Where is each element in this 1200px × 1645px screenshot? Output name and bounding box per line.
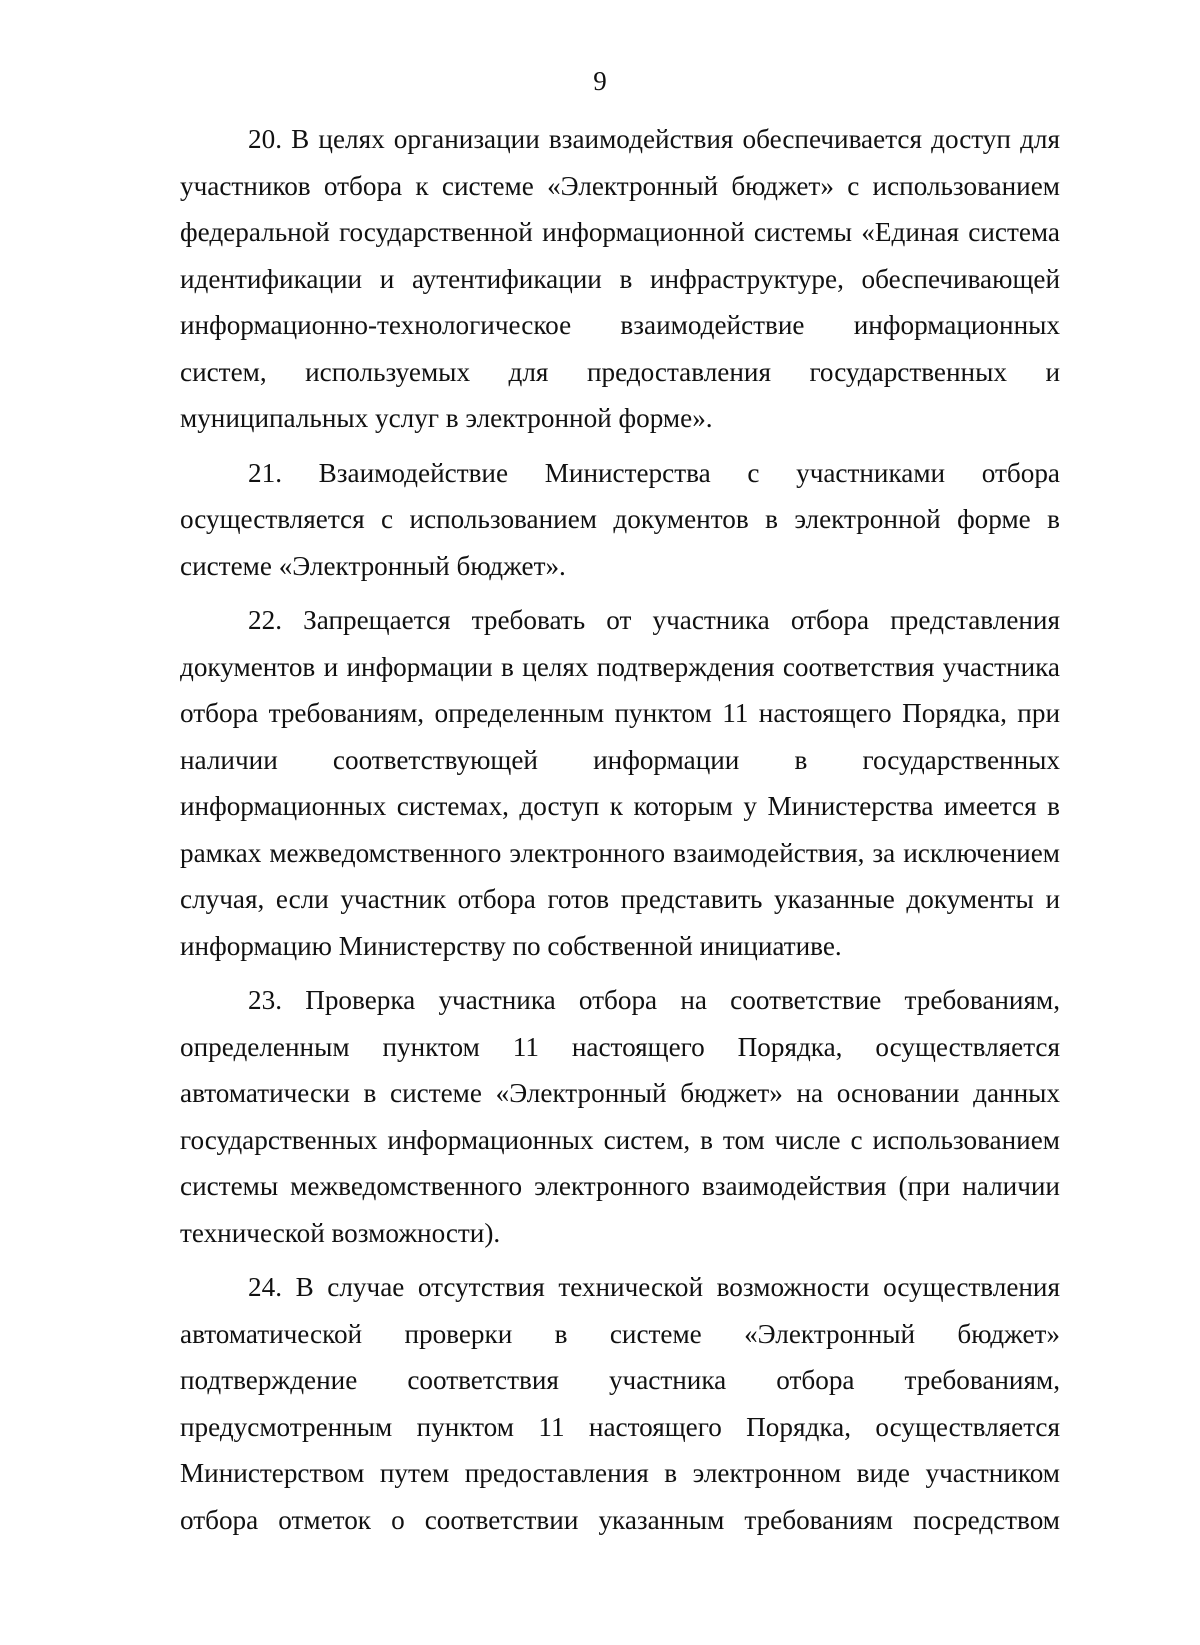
paragraph-21: 21. Взаимодействие Министерства с участниками отбора осуществляется с использованием документов в электронной форме в системе «Электронный бюджет». <box>180 457 1060 581</box>
paragraph-23: 23. Проверка участника отбора на соответствие требованиям, определенным пунктом 11 настоящего Порядка, осуществляется автоматически в системе «Электронный бюджет» на основании данных государственных информационных систем, в том числе с использованием системы межведомственного электронного взаимодействия (при наличии технической возможности). <box>180 985 1060 1248</box>
page-number: 9 <box>593 66 607 96</box>
document-body <box>180 116 1060 1543</box>
paragraph-20: 20. В целях организации взаимодействия обеспечивается доступ для участников отбора к системе «Электронный бюджет» с использованием федеральной государственной информационной системы «Единая система идентификации и аутентификации в инфраструктуре, обеспечивающей информационно-технологическое взаимодействие информационных систем, используемых для предоставления государственных и муниципальных услуг в электронной форме». <box>180 124 1060 433</box>
paragraph-24: 24. В случае отсутствия технической возможности осуществления автоматической проверки в системе «Электронный бюджет» подтверждение соответствия участника отбора требованиям, предусмотренным пунктом 11 настоящего Порядка, осуществляется Министерством путем предоставления в электронном виде участником отбора отметок о соответствии указанным требованиям посредством <box>180 1272 1060 1535</box>
paragraph-22: 22. Запрещается требовать от участника отбора представления документов и информации в целях подтверждения соответствия участника отбора требованиям, определенным пунктом 11 настоящего Порядка, при наличии соответствующей информации в государственных информационных системах, доступ к которым у Министерства имеется в рамках межведомственного электронного взаимодействия, за исключением случая, если участник отбора готов представить указанные документы и информацию Министерству по собственной инициативе. <box>180 605 1060 961</box>
